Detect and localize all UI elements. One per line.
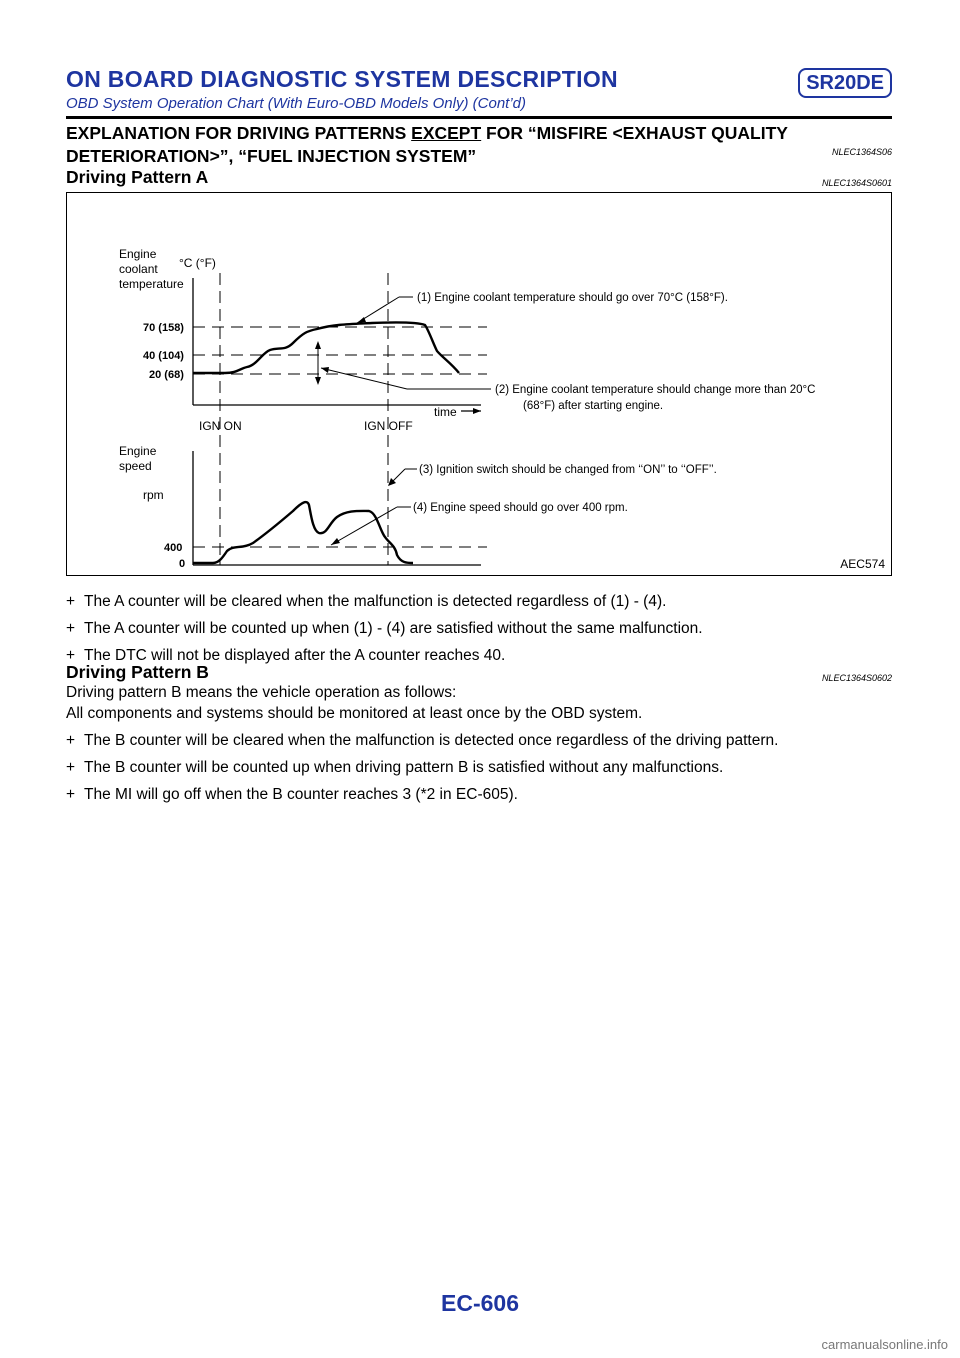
header-title: ON BOARD DIAGNOSTIC SYSTEM DESCRIPTION [66, 66, 618, 92]
leader-4-head [331, 538, 340, 545]
bullet-text: The DTC will not be displayed after the A counter reaches 40. [84, 647, 506, 664]
bullet-glyph: + [66, 647, 76, 664]
ign-on-label: IGN ON [199, 419, 242, 433]
delta-arrow-up [315, 341, 321, 349]
page-number: EC-606 [441, 1290, 519, 1316]
engine-speed-curve [193, 502, 413, 563]
tick-20-label: 20 (68) [149, 369, 184, 381]
header-divider [66, 116, 892, 119]
watermark: carmanualsonline.info [821, 1337, 948, 1352]
pattern-a-bullet [66, 619, 892, 639]
top-axis-label-2: coolant [119, 262, 158, 276]
header-subtitle: OBD System Operation Chart (With Euro-OBD Models Only) (Cont’d) [66, 95, 526, 112]
bullet-glyph: + [66, 593, 76, 610]
bullet-glyph: + [66, 732, 76, 749]
note-3: (3) Ignition switch should be changed from ‘‘ON’’ to ‘‘OFF’’. [419, 464, 717, 476]
section-code: NLEC1364S06 [831, 147, 892, 157]
pattern-b-title: Driving Pattern B [66, 662, 209, 682]
pattern-b-code: NLEC1364S0602 [821, 673, 892, 683]
section-heading-pre: EXPLANATION FOR DRIVING PATTERNS [66, 123, 412, 143]
section-heading-post: FOR “MISFIRE <EXHAUST QUALITY DETERIORATION>”, “FUEL INJECTION SYSTEM” [66, 123, 788, 166]
bullet-text: The B counter will be counted up when driving pattern B is satisfied without any malfunctions. [84, 759, 724, 776]
pattern-b-bullet [66, 785, 892, 805]
section-heading-except: EXCEPT [411, 123, 482, 143]
pattern-b-bullets [66, 731, 892, 812]
pattern-b-para-2: All components and systems should be monitored at least once by the OBD system. [66, 705, 643, 722]
tick-40-label: 40 (104) [143, 350, 184, 362]
bullet-text: The A counter will be cleared when the malfunction is detected regardless of (1) - (4). [84, 593, 667, 610]
bullet-glyph: + [66, 759, 76, 776]
bullet-text: The B counter will be cleared when the malfunction is detected once regardless of the driving pattern. [84, 732, 779, 749]
delta-arrow-down [315, 377, 321, 385]
pattern-b-bullet [66, 758, 892, 778]
coolant-temp-curve [193, 322, 459, 373]
time-arrow-head [473, 408, 481, 414]
top-axis-label-1: Engine [119, 247, 157, 261]
section-heading [66, 122, 892, 168]
pattern-a-bullets [66, 592, 892, 673]
pattern-a-bullet [66, 592, 892, 612]
figure-id: AEC574 [840, 557, 885, 571]
leader-2 [321, 368, 407, 389]
tick-400-label: 400 [164, 542, 183, 554]
bullet-text: The A counter will be counted up when (1) - (4) are satisfied without the same malfunction. [84, 620, 703, 637]
pattern-a-title: Driving Pattern A [66, 167, 209, 187]
driving-pattern-a-diagram [67, 193, 893, 577]
driving-pattern-a-figure [66, 192, 892, 576]
time-label: time [434, 405, 457, 419]
tick-0-label: 0 [179, 558, 186, 570]
pattern-a-code: NLEC1364S0601 [821, 178, 892, 188]
tick-70-label: 70 (158) [143, 322, 184, 334]
ign-off-label: IGN OFF [364, 419, 413, 433]
bottom-unit-label: rpm [143, 488, 164, 502]
top-unit-label: °C (°F) [179, 256, 216, 270]
bullet-glyph: + [66, 786, 76, 803]
note-2-line2: (68°F) after starting engine. [523, 400, 664, 412]
bullet-glyph: + [66, 620, 76, 637]
note-2-line1: (2) Engine coolant temperature should change more than 20°C [495, 384, 816, 396]
bottom-axis-label-2: speed [119, 459, 152, 473]
top-axis-label-3: temperature [119, 277, 184, 291]
note-4: (4) Engine speed should go over 400 rpm. [413, 502, 628, 514]
note-1: (1) Engine coolant temperature should go over 70°C (158°F). [417, 292, 728, 304]
bullet-text: The MI will go off when the B counter reaches 3 (*2 in EC-605). [84, 786, 518, 803]
bottom-axis-label-1: Engine [119, 444, 157, 458]
pattern-b-bullet [66, 731, 892, 751]
pattern-b-para-1: Driving pattern B means the vehicle operation as follows: [66, 684, 457, 701]
engine-badge: SR20DE [798, 68, 892, 98]
leader-2-head [321, 367, 329, 373]
